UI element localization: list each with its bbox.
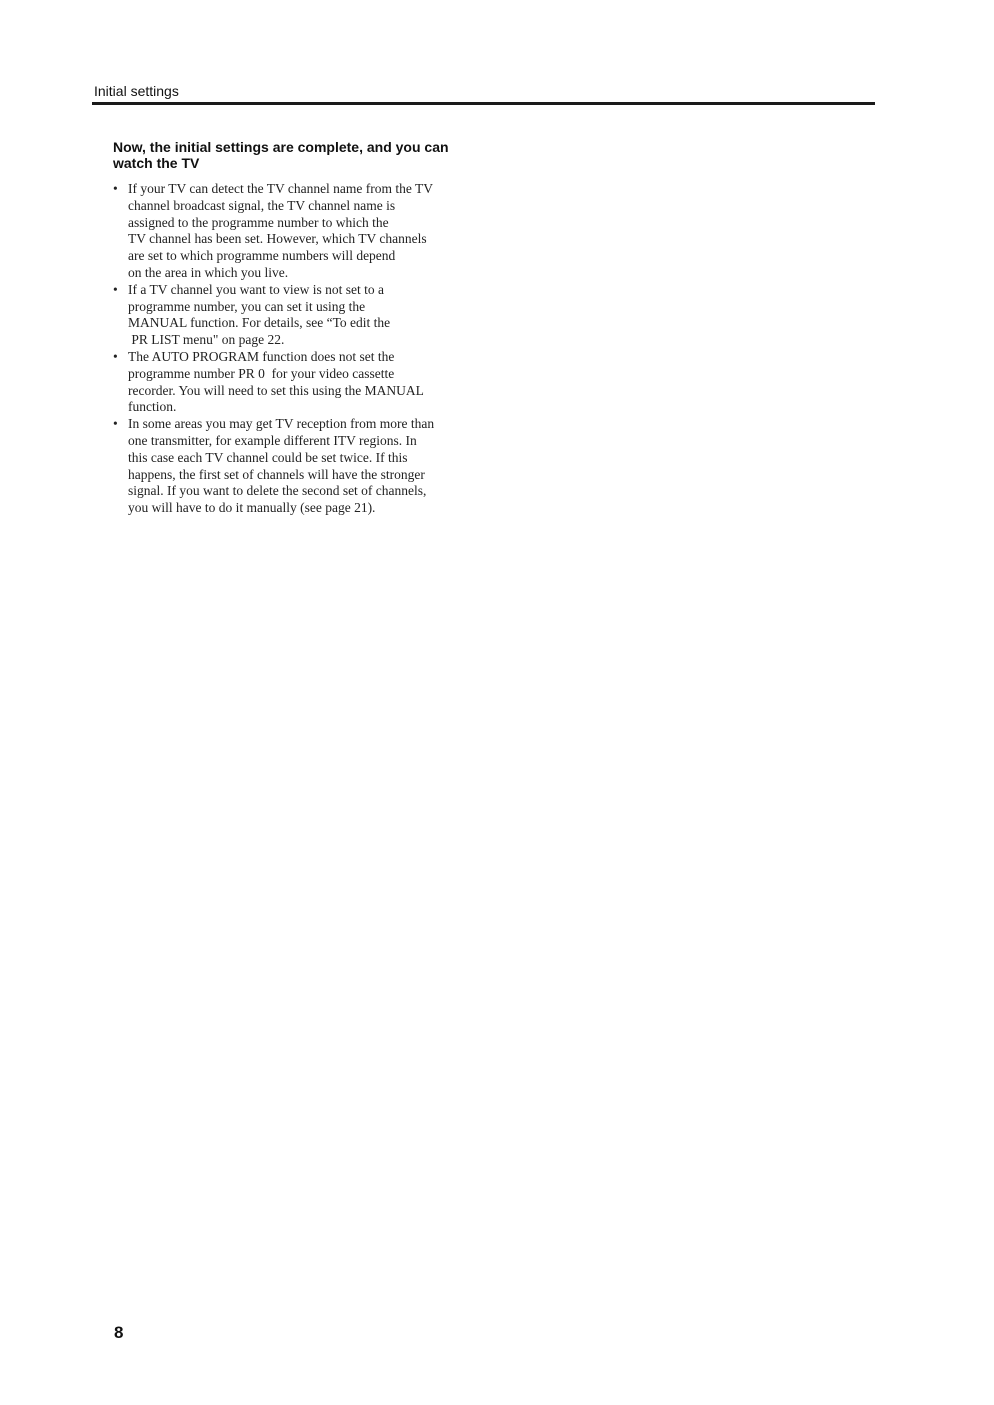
list-item-line: one transmitter, for example different ITV regions. In bbox=[128, 432, 417, 448]
list-item-line: MANUAL function. For details, see “To edit the bbox=[128, 315, 391, 331]
list-item-line: PR LIST menu" on page 22. bbox=[128, 332, 285, 348]
list-item-line: In some areas you may get TV reception from more than bbox=[128, 416, 435, 432]
note-title-line: watch the TV bbox=[113, 155, 200, 171]
list-item-line: If your TV can detect the TV channel name from the TV bbox=[128, 181, 434, 196]
note-title bbox=[113, 139, 483, 171]
bullet-list bbox=[113, 181, 483, 517]
list-item-line: recorder. You will need to set this using the MANUAL bbox=[128, 382, 424, 398]
list-item-line: you will have to do it manually (see page 21). bbox=[128, 500, 376, 516]
list-item-line: function. bbox=[128, 399, 177, 415]
list-item-line: signal. If you want to delete the second set of channels, bbox=[128, 483, 427, 499]
page-number: 8 bbox=[114, 1323, 124, 1342]
bullet-icon: • bbox=[113, 416, 118, 432]
list-item bbox=[113, 282, 483, 349]
list-item bbox=[113, 181, 483, 282]
list-item-line: TV channel has been set. However, which TV channels bbox=[128, 231, 427, 247]
list-item bbox=[113, 416, 483, 517]
list-item-line: If a TV channel you want to view is not set to a bbox=[128, 281, 384, 297]
bullet-icon: • bbox=[113, 348, 118, 364]
bullet-icon: • bbox=[113, 281, 118, 297]
list-item-line: programme number, you can set it using the bbox=[128, 298, 366, 314]
section-header: Initial settings bbox=[94, 83, 179, 99]
list-item-line: this case each TV channel could be set twice. If this bbox=[128, 449, 408, 465]
bullet-icon: • bbox=[113, 181, 118, 196]
list-item-line: are set to which programme numbers will depend bbox=[128, 248, 396, 264]
list-item-line: assigned to the programme number to which the bbox=[128, 214, 389, 230]
list-item-line: happens, the first set of channels will have the stronger bbox=[128, 466, 425, 482]
list-item bbox=[113, 349, 483, 416]
list-item-line: The AUTO PROGRAM function does not set the bbox=[128, 348, 395, 364]
header-rule bbox=[92, 102, 875, 105]
list-item-line: channel broadcast signal, the TV channel name is bbox=[128, 197, 396, 213]
list-item-line: on the area in which you live. bbox=[128, 264, 289, 280]
note-title-line: Now, the initial settings are complete, and you can bbox=[113, 139, 449, 155]
list-item-line: programme number PR 0 for your video cassette bbox=[128, 365, 395, 381]
